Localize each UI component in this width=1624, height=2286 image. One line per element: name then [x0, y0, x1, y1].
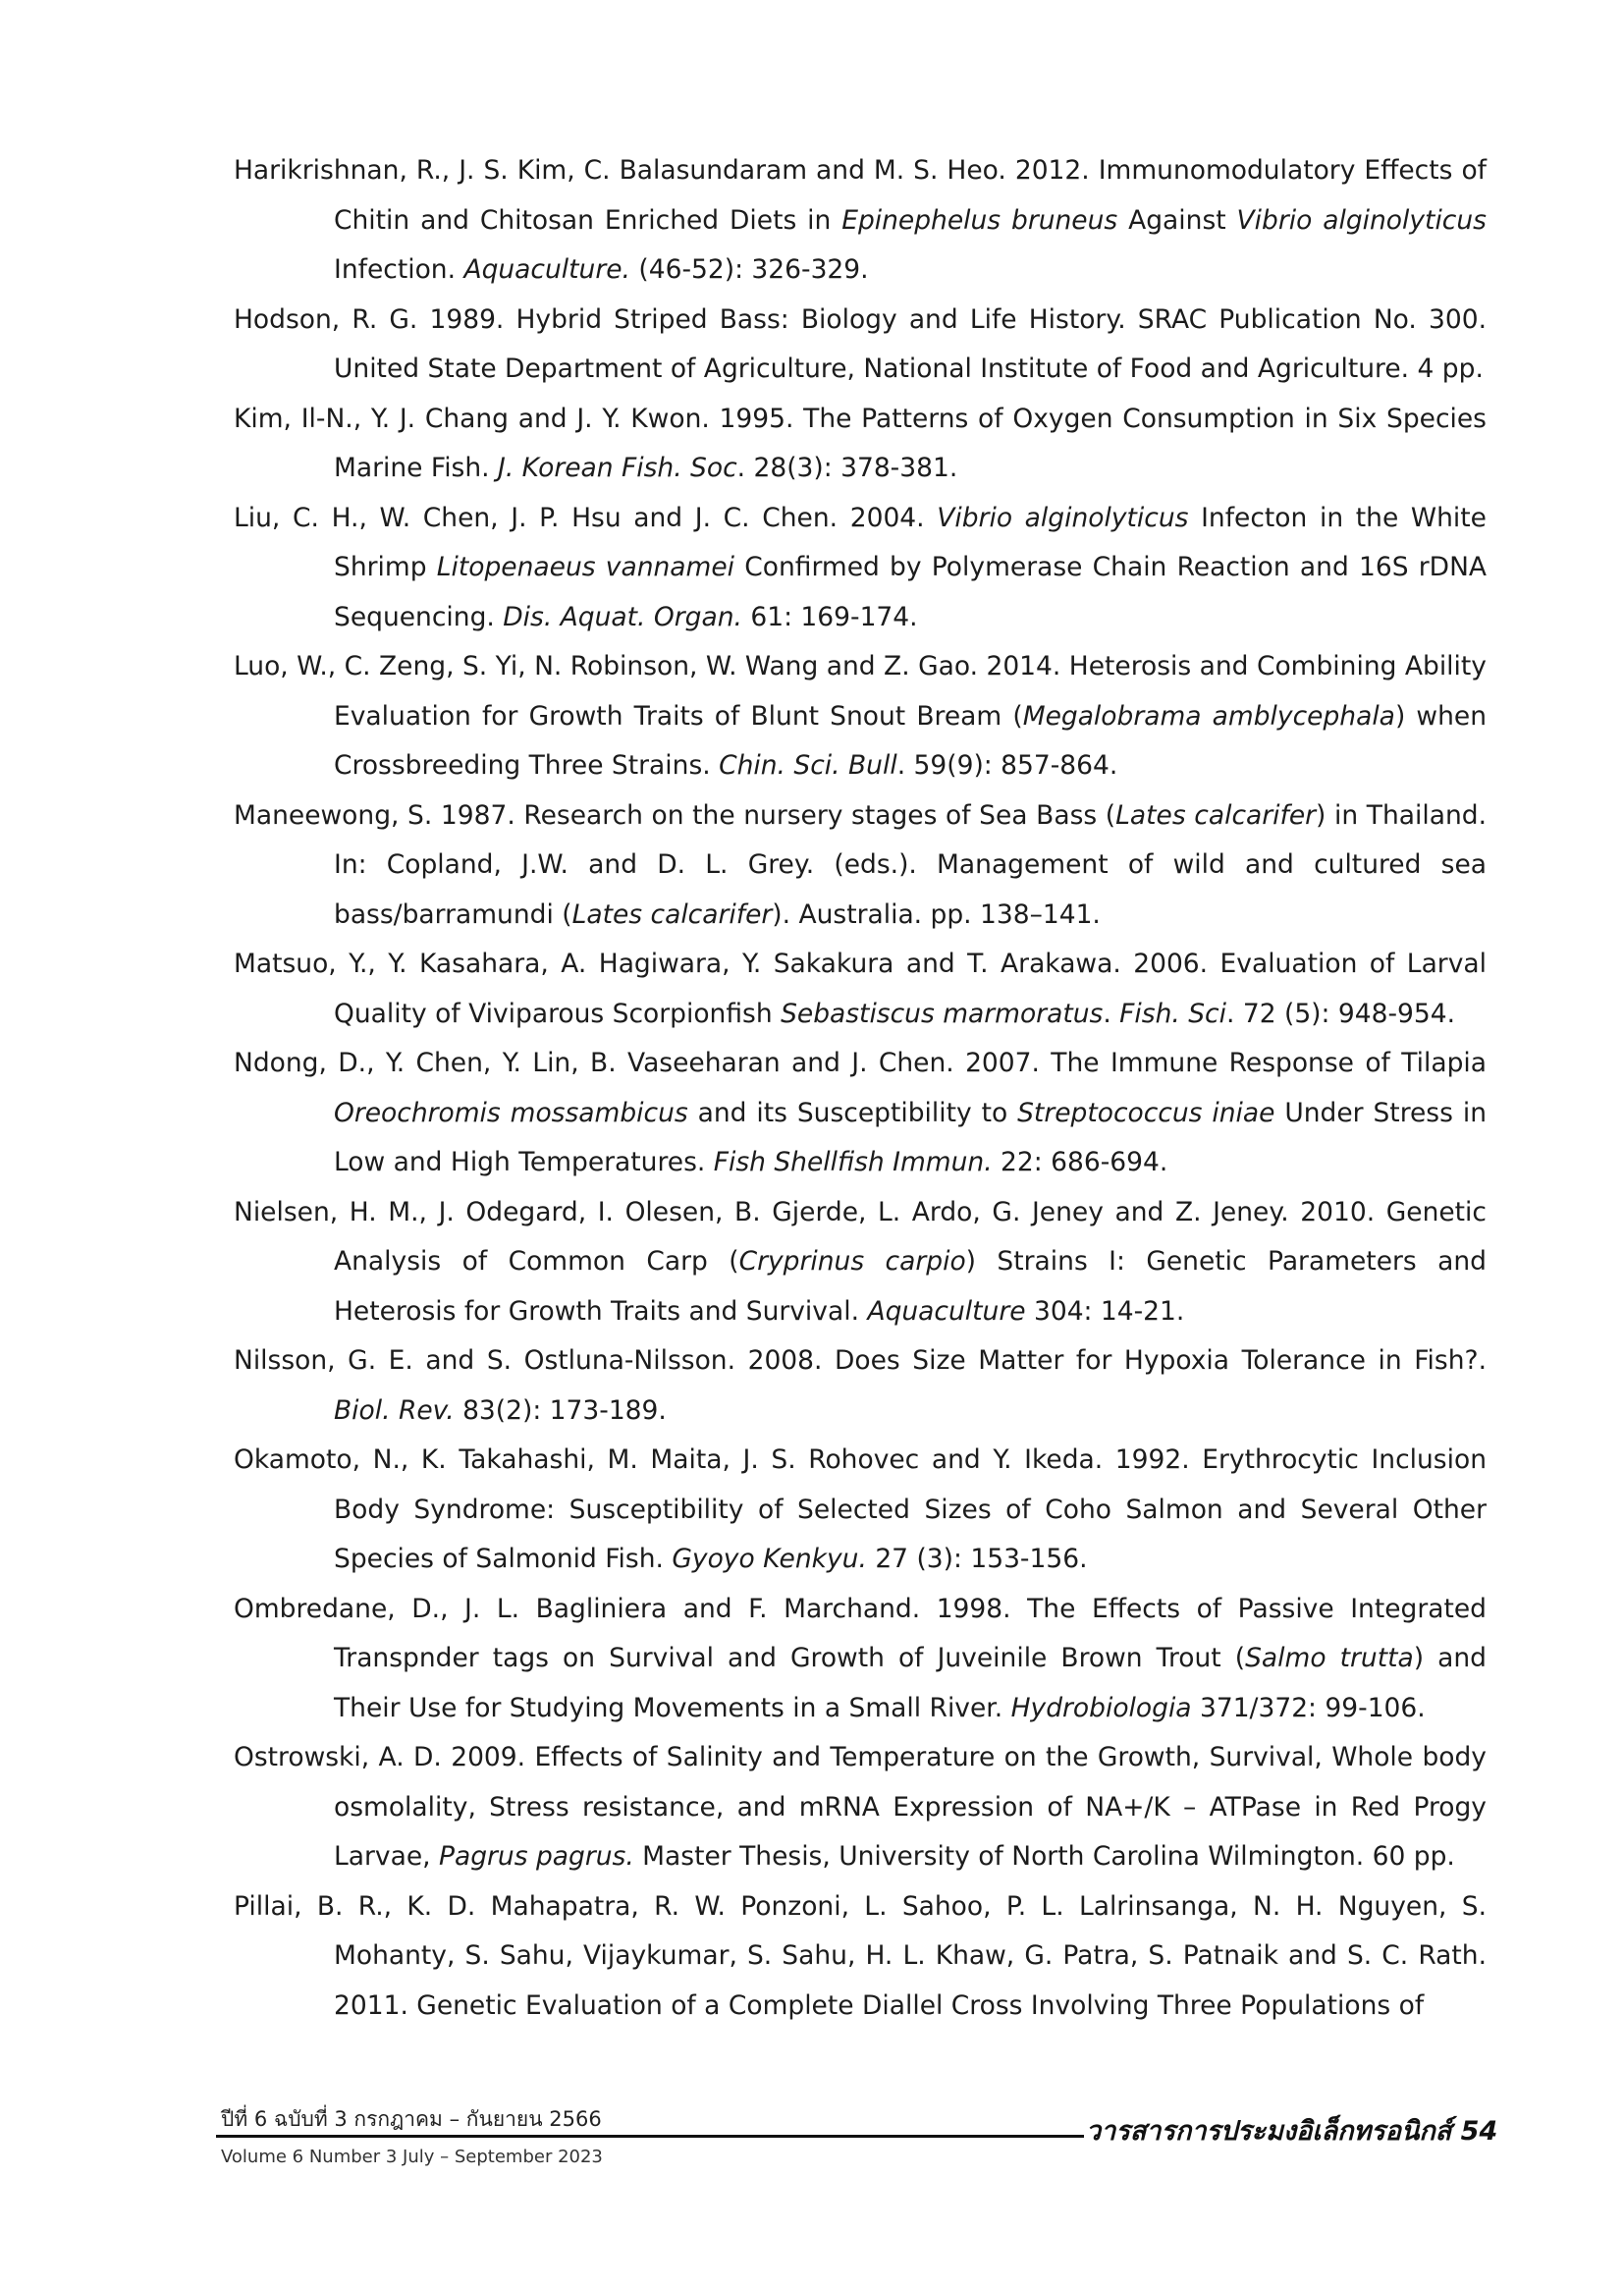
reference-entry: [234, 296, 1487, 395]
reference-italic-text: Oreochromis mossambicus: [334, 1097, 688, 1128]
reference-entry: [234, 940, 1487, 1039]
reference-text: ) and Their Use for Studying Movements in a Small River.: [334, 1643, 1487, 1723]
reference-text: 83(2): 173-189.: [454, 1394, 667, 1426]
reference-text: Luo, W., C. Zeng, S. Yi, N. Robinson, W. Wang and Z. Gao. 2014. Heterosis and Combining Ability Evaluation for Growth Traits of Blunt Snout Bream (: [234, 651, 1487, 732]
reference-text: Under Stress in Low and High Temperatures.: [334, 1097, 1487, 1177]
reference-text: Infection.: [334, 254, 464, 285]
reference-italic-text: J. Korean Fish. Soc: [498, 453, 737, 483]
reference-italic-text: Biol. Rev.: [334, 1394, 455, 1426]
reference-italic-text: Streptococcus iniae: [1017, 1097, 1275, 1128]
reference-entry: [234, 791, 1487, 941]
reference-text: ). Australia. pp. 138–141.: [772, 898, 1101, 930]
reference-list: [234, 146, 1487, 2031]
reference-italic-text: Dis. Aquat. Organ.: [503, 601, 742, 632]
reference-text: Liu, C. H., W. Chen, J. P. Hsu and J. C. Chen. 2004.: [234, 502, 938, 533]
reference-text: Infecton in the White Shrimp: [334, 502, 1487, 582]
reference-italic-text: Pagrus pagrus.: [438, 1841, 634, 1872]
reference-italic-text: Chin. Sci. Bull: [719, 750, 897, 781]
reference-italic-text: Aquaculture.: [463, 254, 630, 285]
reference-entry: [234, 1733, 1487, 1882]
reference-text: Ombredane, D., J. L. Bagliniera and F. Marchand. 1998. The Effects of Passive Integrated Transpnder tags on Survival and Growth of Juveinile Brown Trout (: [234, 1593, 1487, 1673]
reference-entry: [234, 642, 1487, 791]
reference-text: . 28(3): 378-381.: [736, 453, 958, 483]
reference-italic-text: Fish Shellfish Immun.: [713, 1147, 993, 1177]
reference-italic-text: Hydrobiologia: [1010, 1692, 1192, 1723]
reference-text: 22: 686-694.: [992, 1147, 1168, 1177]
reference-italic-text: Vibrio alginolyticus: [1236, 204, 1487, 236]
reference-text: Maneewong, S. 1987. Research on the nursery stages of Sea Bass (: [234, 799, 1116, 831]
reference-text: 27 (3): 153-156.: [866, 1544, 1088, 1574]
journal-name: วารสารการประมงอิเล็กทรอนิกส์: [1086, 2116, 1452, 2147]
reference-entry: [234, 1188, 1487, 1337]
reference-italic-text: Salmo trutta: [1245, 1643, 1414, 1673]
reference-italic-text: Epinephelus bruneus: [841, 204, 1118, 236]
reference-entry: [234, 494, 1487, 643]
reference-text: Nilsson, G. E. and S. Ostluna-Nilsson. 2008. Does Size Matter for Hypoxia Tolerance in Fish?.: [234, 1345, 1487, 1376]
reference-text: . 72 (5): 948-954.: [1225, 998, 1456, 1029]
reference-text: Kim, Il-N., Y. J. Chang and J. Y. Kwon. 1995. The Patterns of Oxygen Consumption in Six Species Marine Fish.: [234, 403, 1487, 483]
reference-text: Against: [1117, 204, 1237, 236]
reference-text: 304: 14-21.: [1025, 1295, 1185, 1327]
reference-text: Confirmed by Polymerase Chain Reaction and 16S rDNA Sequencing.: [334, 552, 1488, 632]
reference-text: (46-52): 326-329.: [629, 254, 869, 285]
reference-entry: [234, 1336, 1487, 1436]
reference-text: Pillai, B. R., K. D. Mahapatra, R. W. Ponzoni, L. Sahoo, P. L. Lalrinsanga, N. H. Nguyen, S. Mohanty, S. Sahu, Vijaykumar, S. Sahu, H. L. Khaw, G. Patra, S. Patnaik and S. C. Rath. 2011. Genetic Evaluation of a Complete Diallel Cross Involving Three Populations of: [234, 1890, 1487, 2021]
reference-italic-text: Megalobrama amblycephala: [1022, 700, 1395, 732]
reference-italic-text: Litopenaeus vannamei: [436, 552, 735, 582]
reference-text: . 59(9): 857-864.: [896, 750, 1118, 781]
reference-entry: [234, 395, 1487, 494]
reference-entry: [234, 1039, 1487, 1188]
reference-text: ) Strains I: Genetic Parameters and Heterosis for Growth Traits and Survival.: [334, 1246, 1487, 1327]
reference-entry: [234, 1585, 1487, 1734]
page-number: 54: [1460, 2116, 1498, 2147]
reference-italic-text: Aquaculture: [867, 1295, 1026, 1327]
reference-text: Okamoto, N., K. Takahashi, M. Maita, J. S. Rohovec and Y. Ikeda. 1992. Erythrocytic Inclusion Body Syndrome: Susceptibility of Selected Sizes of Coho Salmon and Several Other Species of Salmonid Fish.: [234, 1444, 1487, 1574]
reference-text: Harikrishnan, R., J. S. Kim, C. Balasundaram and M. S. Heo. 2012. Immunomodulatory Effects of Chitin and Chitosan Enriched Diets in: [234, 155, 1487, 236]
reference-italic-text: Lates calcarifer: [1115, 799, 1317, 831]
reference-text: Matsuo, Y., Y. Kasahara, A. Hagiwara, Y. Sakakura and T. Arakawa. 2006. Evaluation of Larval Quality of Viviparous Scorpionfish: [234, 949, 1487, 1029]
footer-issue-en: Volume 6 Number 3 July – September 2023: [221, 2147, 603, 2167]
reference-text: and its Susceptibility to: [687, 1097, 1018, 1128]
reference-entry: [234, 1436, 1487, 1585]
reference-text: Ostrowski, A. D. 2009. Effects of Salinity and Temperature on the Growth, Survival, Whole body osmolality, Stress resistance, and mRNA Expression of NA+/K – ATPase in Red Progy Larvae,: [234, 1742, 1487, 1872]
reference-entry: [234, 146, 1487, 296]
reference-italic-text: Sebastiscus marmoratus: [781, 998, 1104, 1029]
reference-text: Ndong, D., Y. Chen, Y. Lin, B. Vaseeharan and J. Chen. 2007. The Immune Response of Tilapia: [234, 1048, 1487, 1078]
reference-entry: [234, 1882, 1487, 2032]
reference-italic-text: Gyoyo Kenkyu.: [672, 1544, 867, 1574]
reference-italic-text: Cryprinus carpio: [738, 1246, 966, 1277]
reference-text: ) in Thailand. In: Copland, J.W. and D. L. Grey. (eds.). Management of wild and cultured sea bass/barramundi (: [334, 799, 1487, 930]
footer-issue-thai: ปีที่ 6 ฉบับที่ 3 กรกฎาคม – กันยายน 2566: [221, 2107, 602, 2131]
reference-italic-text: Fish. Sci: [1119, 998, 1226, 1029]
reference-text: 61: 169-174.: [741, 601, 918, 632]
reference-text: Nielsen, H. M., J. Odegard, I. Olesen, B. Gjerde, L. Ardo, G. Jeney and Z. Jeney. 2010. Genetic Analysis of Common Carp (: [234, 1196, 1487, 1277]
reference-text: Master Thesis, University of North Carolina Wilmington. 60 pp.: [633, 1841, 1455, 1872]
footer-rule: [216, 2135, 1084, 2138]
footer-journal: [1086, 2109, 1497, 2151]
reference-text: Hodson, R. G. 1989. Hybrid Striped Bass: Biology and Life History. SRAC Publication No. 300. United State Department of Agriculture, National Institute of Food and Agriculture. 4 pp.: [234, 303, 1487, 384]
reference-text: 371/372: 99-106.: [1191, 1692, 1426, 1723]
reference-text: .: [1103, 998, 1120, 1029]
reference-italic-text: Vibrio alginolyticus: [937, 502, 1189, 533]
reference-text: ) when Crossbreeding Three Strains.: [334, 700, 1488, 781]
reference-italic-text: Lates calcarifer: [571, 898, 773, 930]
